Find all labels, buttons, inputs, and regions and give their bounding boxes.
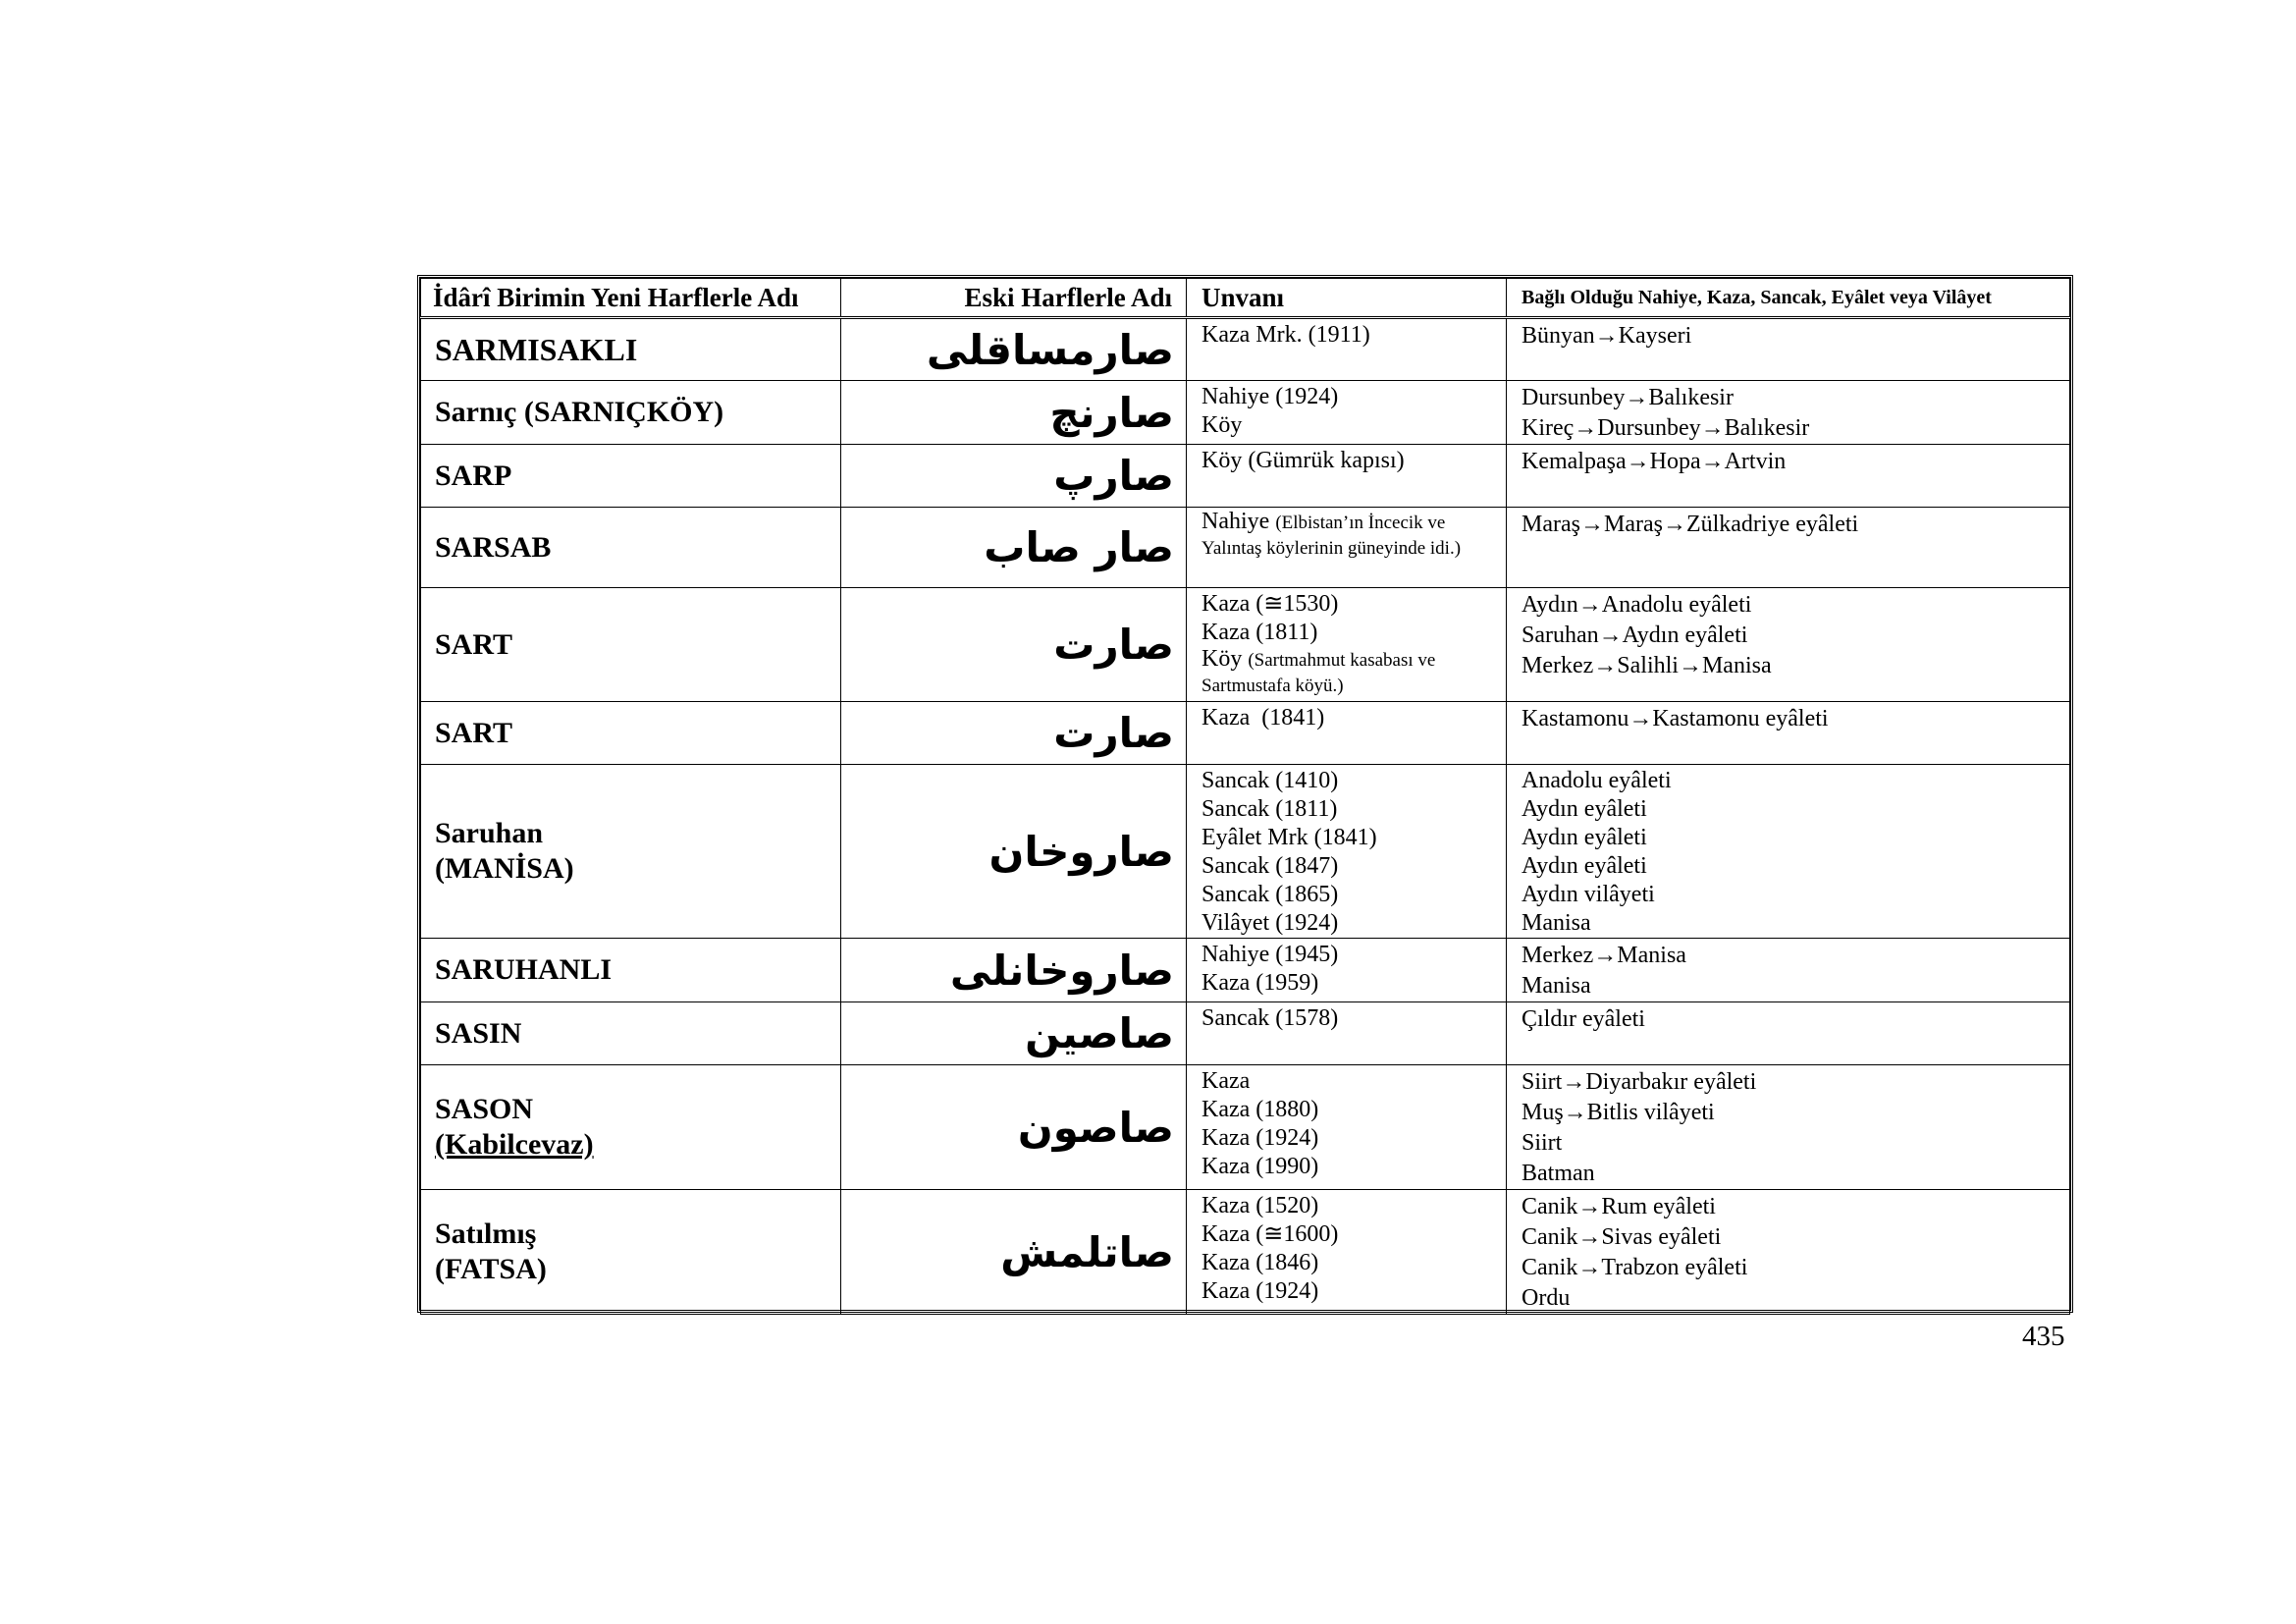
table-row <box>421 1065 2070 1190</box>
parent-cell: Kastamonu→Kastamonu eyâleti <box>1507 702 2070 765</box>
title-cell: Kaza Mrk. (1911) <box>1187 318 1507 381</box>
title-cell: Kaza Kaza (1880) Kaza (1924) Kaza (1990) <box>1187 1065 1507 1190</box>
old-name-cell: صارمساقلى <box>841 318 1187 381</box>
parent-cell: Kemalpaşa→Hopa→Artvin <box>1507 445 2070 508</box>
title-cell: Köy (Gümrük kapısı) <box>1187 445 1507 508</box>
title-cell: Nahiye (Elbistan’ın İncecik ve Yalıntaş köylerinin güneyinde idi.) <box>1187 508 1507 588</box>
gazetteer-table-frame <box>417 275 2073 1313</box>
new-name-cell: SARP <box>421 445 841 508</box>
old-name-cell: صارنچ <box>841 381 1187 445</box>
table-row <box>421 318 2070 381</box>
gazetteer-table <box>420 278 2070 1315</box>
table-row <box>421 445 2070 508</box>
parent-cell: Aydın→Anadolu eyâleti Saruhan→Aydın eyâleti Merkez→Salihli→Manisa <box>1507 588 2070 702</box>
header-title: Unvanı <box>1187 279 1507 318</box>
old-name-cell: صارت <box>841 588 1187 702</box>
new-name-cell: Sarnıç (SARNIÇKÖY) <box>421 381 841 445</box>
old-name-cell: صاصين <box>841 1002 1187 1065</box>
title-cell: Nahiye (1945) Kaza (1959) <box>1187 939 1507 1002</box>
new-name-cell: SARMISAKLI <box>421 318 841 381</box>
parent-cell: Canik→Rum eyâleti Canik→Sivas eyâleti Canik→Trabzon eyâleti Ordu <box>1507 1190 2070 1315</box>
parent-cell: Bünyan→Kayseri <box>1507 318 2070 381</box>
old-name-cell: صاروخان <box>841 765 1187 939</box>
old-name-cell: صار صاب <box>841 508 1187 588</box>
new-name-cell: SART <box>421 588 841 702</box>
parent-cell: Merkez→Manisa Manisa <box>1507 939 2070 1002</box>
new-name-cell: Satılmış (FATSA) <box>421 1190 841 1315</box>
header-old-name: Eski Harflerle Adı <box>841 279 1187 318</box>
new-name-cell: SASON (Kabilcevaz) <box>421 1065 841 1190</box>
parent-cell: Maraş→Maraş→Zülkadriye eyâleti <box>1507 508 2070 588</box>
page-number: 435 <box>2022 1321 2065 1352</box>
parent-cell: Dursunbey→Balıkesir Kireç→Dursunbey→Balıkesir <box>1507 381 2070 445</box>
parent-cell: Çıldır eyâleti <box>1507 1002 2070 1065</box>
title-cell: Nahiye (1924) Köy <box>1187 381 1507 445</box>
title-cell: Kaza (1520) Kaza (≅1600) Kaza (1846) Kaza (1924) <box>1187 1190 1507 1315</box>
table-row <box>421 702 2070 765</box>
old-name-cell: صارپ <box>841 445 1187 508</box>
parent-cell: Anadolu eyâleti Aydın eyâleti Aydın eyâleti Aydın eyâleti Aydın vilâyeti Manisa <box>1507 765 2070 939</box>
title-cell: Sancak (1410) Sancak (1811) Eyâlet Mrk (1841) Sancak (1847) Sancak (1865) Vilâyet (1924) <box>1187 765 1507 939</box>
old-name-cell: صاصون <box>841 1065 1187 1190</box>
new-name-cell: SASIN <box>421 1002 841 1065</box>
parent-cell: Siirt→Diyarbakır eyâleti Muş→Bitlis vilâyeti Siirt Batman <box>1507 1065 2070 1190</box>
title-cell: Kaza (1841) <box>1187 702 1507 765</box>
old-name-cell: صارت <box>841 702 1187 765</box>
new-name-cell: SARUHANLI <box>421 939 841 1002</box>
title-cell: Sancak (1578) <box>1187 1002 1507 1065</box>
old-name-cell: صاروخانلى <box>841 939 1187 1002</box>
old-name-cell: صاتلمش <box>841 1190 1187 1315</box>
table-row <box>421 508 2070 588</box>
header-new-name: İdârî Birimin Yeni Harflerle Adı <box>421 279 841 318</box>
table-row <box>421 381 2070 445</box>
new-name-cell: SART <box>421 702 841 765</box>
table-row <box>421 939 2070 1002</box>
new-name-cell: Saruhan (MANİSA) <box>421 765 841 939</box>
header-row <box>421 279 2070 318</box>
table-row <box>421 1002 2070 1065</box>
title-cell: Kaza (≅1530) Kaza (1811) Köy (Sartmahmut kasabası ve Sartmustafa köyü.) <box>1187 588 1507 702</box>
table-row <box>421 588 2070 702</box>
new-name-cell: SARSAB <box>421 508 841 588</box>
table-row <box>421 1190 2070 1315</box>
header-parent: Bağlı Olduğu Nahiye, Kaza, Sancak, Eyâlet veya Vilâyet <box>1507 279 2070 318</box>
table-row <box>421 765 2070 939</box>
